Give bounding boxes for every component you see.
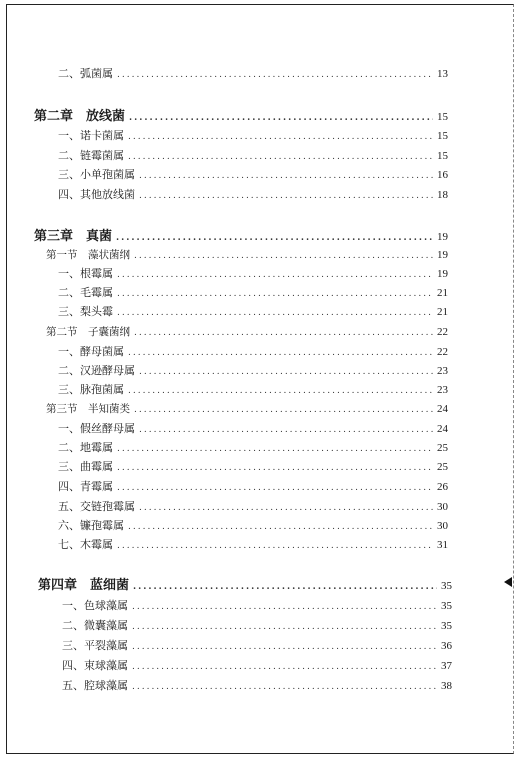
toc-item[interactable] [58,422,448,437]
toc-page-number: 22 [437,346,448,358]
toc-item[interactable] [58,460,448,475]
toc-item-label: 一、根霉属 [58,267,113,280]
toc-item[interactable] [62,619,452,634]
leader-dots [128,520,433,534]
leader-dots [139,189,433,203]
toc-item[interactable] [62,659,452,674]
leader-dots [132,680,437,694]
toc-page-number: 30 [437,501,448,513]
toc-chapter-label: 第三章 真菌 [34,229,113,244]
toc-item[interactable] [58,441,448,456]
toc-item-label: 二、弧菌属 [58,67,113,80]
toc-item-label: 四、束球藻属 [62,659,128,672]
leader-dots [132,600,437,614]
toc-page-number: 38 [441,680,452,692]
toc-page-number: 15 [437,150,448,162]
leader-dots [132,620,437,634]
toc-item-label: 二、地霉属 [58,441,113,454]
toc-item-label: 一、酵母菌属 [58,345,124,358]
toc-section[interactable] [46,248,448,263]
toc-page-number: 21 [437,306,448,318]
toc-item[interactable] [58,519,448,534]
toc-section[interactable] [46,402,448,417]
leader-dots [117,461,433,475]
toc-item-label: 一、色球藻属 [62,599,128,612]
leader-dots [133,579,437,595]
leader-dots [117,68,433,82]
leader-dots [117,306,433,320]
leader-dots [139,365,433,379]
toc-item[interactable] [58,383,448,398]
toc-page-number: 15 [437,130,448,142]
toc-page-number: 19 [437,231,448,243]
leader-dots [116,230,433,246]
toc-item-label: 二、汉逊酵母属 [58,364,135,377]
toc-page-number: 13 [437,68,448,80]
leader-dots [134,249,433,263]
toc-page-number: 16 [437,169,448,181]
toc-page-number: 35 [441,580,452,592]
toc-chapter[interactable] [38,578,452,595]
leader-dots [128,384,433,398]
toc-chapter[interactable] [34,229,448,246]
leader-dots [117,442,433,456]
toc-page-number: 36 [441,640,452,652]
toc-page-number: 19 [437,268,448,280]
toc-item-label: 二、链霉菌属 [58,149,124,162]
toc-page-number: 30 [437,520,448,532]
leader-dots [132,640,437,654]
toc-item[interactable] [58,345,448,360]
toc-page-number: 31 [437,539,448,551]
leader-dots [139,501,433,515]
leader-dots [134,326,433,340]
leader-dots [117,287,433,301]
page-turn-arrow-icon[interactable] [504,577,512,587]
toc-item[interactable] [58,67,448,82]
toc-item-label: 一、诺卡菌属 [58,129,124,142]
toc-item-label: 四、青霉属 [58,480,113,493]
toc-page-number: 26 [437,481,448,493]
toc-page-number: 19 [437,249,448,261]
toc-page-number: 37 [441,660,452,672]
toc-item[interactable] [62,679,452,694]
toc-item-label: 二、毛霉属 [58,286,113,299]
toc-item[interactable] [62,639,452,654]
toc-item-label: 一、假丝酵母属 [58,422,135,435]
toc-item[interactable] [62,599,452,614]
toc-item[interactable] [58,129,448,144]
toc-page-number: 18 [437,189,448,201]
leader-dots [117,481,433,495]
toc-item[interactable] [58,168,448,183]
toc-page-number: 35 [441,600,452,612]
leader-dots [128,150,433,164]
leader-dots [128,130,433,144]
toc-page-number: 25 [437,461,448,473]
toc-item-label: 六、镰孢霉属 [58,519,124,532]
toc-section-label: 第二节 子囊菌纲 [46,326,130,338]
leader-dots [117,539,433,553]
leader-dots [132,660,437,674]
toc-chapter-label: 第二章 放线菌 [34,109,126,124]
toc-section[interactable] [46,325,448,340]
leader-dots [117,268,433,282]
toc-item-label: 三、平裂藻属 [62,639,128,652]
toc-section-label: 第三节 半知菌类 [46,403,130,415]
toc-item-label: 三、梨头霉 [58,305,113,318]
toc-item[interactable] [58,480,448,495]
toc-item-label: 七、木霉属 [58,538,113,551]
toc-page-number: 15 [437,111,448,123]
toc-chapter[interactable] [34,109,448,126]
leader-dots [139,423,433,437]
toc-item[interactable] [58,538,448,553]
toc-item[interactable] [58,149,448,164]
toc-page-number: 23 [437,365,448,377]
toc-page-number: 25 [437,442,448,454]
toc-item[interactable] [58,286,448,301]
leader-dots [139,169,433,183]
toc-item-label: 二、微囊藻属 [62,619,128,632]
toc-item-label: 三、小单孢菌属 [58,168,135,181]
toc-item-label: 五、交链孢霉属 [58,500,135,513]
leader-dots [128,346,433,360]
toc-page-number: 35 [441,620,452,632]
toc-item-label: 三、脉孢菌属 [58,383,124,396]
toc-item-label: 三、曲霉属 [58,460,113,473]
toc-item[interactable] [58,305,448,320]
toc-item[interactable] [58,188,448,203]
toc-item[interactable] [58,500,448,515]
toc-item[interactable] [58,267,448,282]
toc-page-number: 22 [437,326,448,338]
toc-item-label: 四、其他放线菌 [58,188,135,201]
toc-item-label: 五、腔球藻属 [62,679,128,692]
toc-page-number: 21 [437,287,448,299]
toc-page-number: 24 [437,423,448,435]
leader-dots [134,403,433,417]
toc-page-number: 24 [437,403,448,415]
leader-dots [129,110,433,126]
toc-page-number: 23 [437,384,448,396]
toc-chapter-label: 第四章 蓝细菌 [38,578,130,593]
toc-item[interactable] [58,364,448,379]
toc-section-label: 第一节 藻状菌纲 [46,249,130,261]
